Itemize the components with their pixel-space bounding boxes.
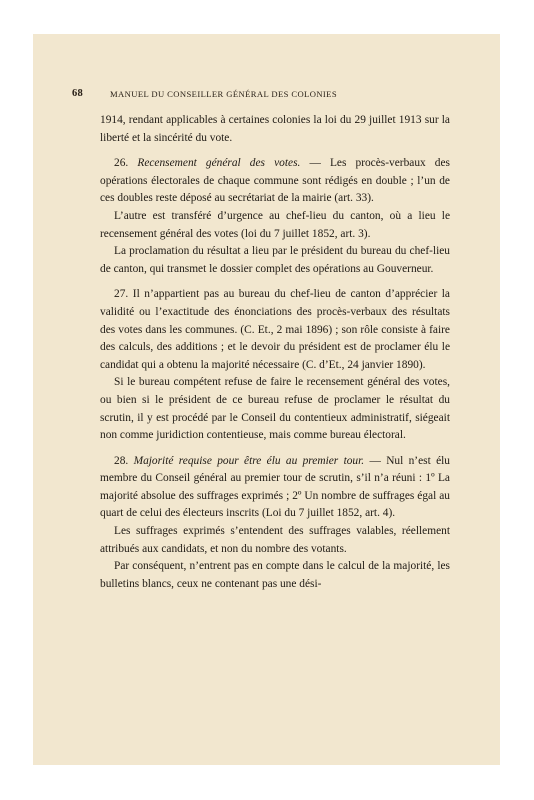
paragraph-text: L’autre est transféré d’urgence au chef-lieu du canton, où a lieu le recensement général des votes (loi du 7 juillet 1852, art. 3). — [100, 209, 450, 240]
section-heading: Recensement général des votes. — [137, 157, 301, 170]
section-heading: Majorité requise pour être élu au premier tour. — [133, 454, 365, 467]
section-28 — [100, 453, 450, 523]
paragraph — [100, 243, 450, 278]
running-title: MANUEL DU CONSEILLER GÉNÉRAL DES COLONIES — [110, 89, 338, 99]
paragraph-text: Si le bureau compétent refuse de faire le recensement général des votes, ou bien si le président de ce bureau refuse de proclamer le résultat du scrutin, il y est procédé par le Conseil du contentieux administratif, siégeait non comme juridiction contentieuse, mais comme bureau électoral. — [100, 376, 450, 442]
section-26 — [100, 155, 450, 208]
paragraph-text: — Nul n’est élu membre du Conseil général au premier tour de scrutin, s’il n’a réuni : 1º La majorité absolue des suffrages exprimés ; 2º Un nombre de suffrages égal au quart de celui des électeurs inscrits (Loi du 7 juillet 1852, art. 4). — [100, 454, 450, 520]
paragraph — [100, 523, 450, 558]
section-number: 28. — [114, 454, 129, 467]
paragraph-text: 1914, rendant applicables à certaines colonies la loi du 29 juillet 1913 sur la liberté et la sincérité du vote. — [100, 114, 450, 144]
paragraph-text: Les suffrages exprimés s’entendent des suffrages valables, réellement attribués aux candidats, et non du nombre des votants. — [100, 525, 450, 555]
paragraph — [100, 374, 450, 444]
body-text — [100, 112, 450, 593]
section-number: 27. — [114, 288, 129, 301]
paragraph-text: La proclamation du résultat a lieu par le président du bureau du chef-lieu de canton, qui transmet le dossier complet des opérations au Gouverneur. — [100, 245, 450, 275]
page-number: 68 — [72, 88, 83, 99]
section-number: 26. — [114, 157, 129, 170]
paragraph-text: — Les procès-verbaux des opérations électorales de chaque commune sont rédigés en double ; l’un de ces doubles reste déposé au secrétariat de la mairie (art. 33). — [100, 157, 450, 205]
paragraph — [100, 208, 450, 243]
section-27 — [100, 286, 450, 374]
paragraph — [100, 558, 450, 593]
paragraph-text: Par conséquent, n’entrent pas en compte dans le calcul de la majorité, les bulletins blancs, ceux ne contenant pas une dési- — [100, 560, 450, 590]
paragraph — [100, 112, 450, 147]
paragraph-text: Il n’appartient pas au bureau du chef-lieu de canton d’apprécier la validité ou l’exactitude des énonciations des procès-verbaux des résultats des votes dans les communes. (C. Et., 2 mai 1896) ; son rôle consiste à faire des calculs, des additions ; et le devoir du président est de proclamer élu le candidat qui a obtenu la majorité nécessaire (C. d’Et., 24 janvier 1890). — [100, 288, 450, 371]
